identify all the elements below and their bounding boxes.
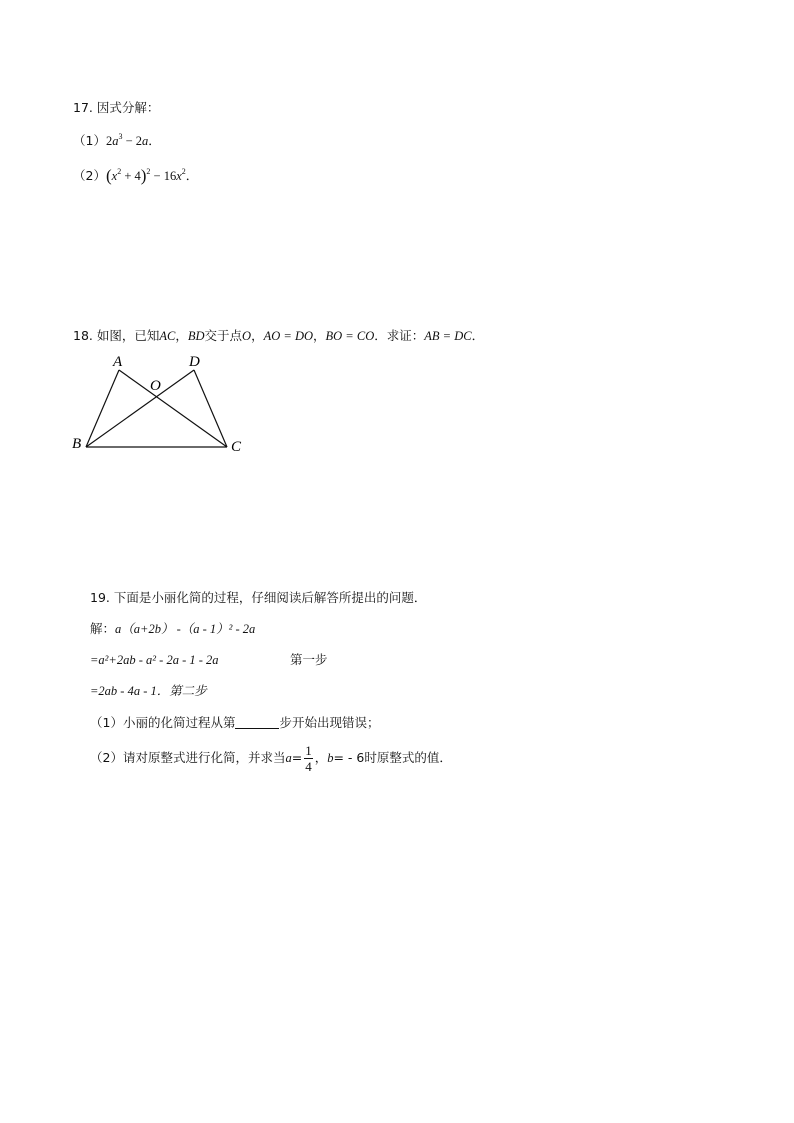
q19-part1-after: 步开始出现错误； [279, 715, 380, 730]
q18-o: O [242, 329, 252, 343]
segment-ab [86, 370, 119, 447]
q19-step1 [90, 652, 219, 668]
point-a-label: A [113, 354, 123, 370]
q17-part2-minus: − 16 [150, 169, 177, 183]
q19-part2-b: b [327, 751, 334, 765]
q17-part2-rparen: ) [140, 166, 147, 185]
q17-part2-var2: x [176, 169, 182, 183]
q19-part2-a: a [285, 751, 292, 765]
q17-part2-exp2: 2 [181, 167, 186, 176]
point-d-label: D [189, 354, 200, 370]
point-o-label: O [150, 378, 161, 394]
q19-sol-expr: a（a+2b） -（a - 1）² - 2a [115, 622, 256, 636]
q18-mid2: ．求证： [374, 328, 425, 343]
q17-part1 [73, 133, 161, 149]
q19-part2-beq: = - 6 [333, 750, 365, 765]
q18-cond1: AO = DO [263, 329, 313, 343]
answer-blank[interactable] [235, 716, 279, 729]
q19-part2-before: （2）请对原整式进行化简，并求当 [90, 750, 286, 765]
q19-part1 [90, 715, 379, 731]
q19-step2-expr: =2ab - 4a - 1．第二步 [90, 684, 207, 698]
q17-part2-lparen: ( [105, 166, 112, 185]
q19-part2 [90, 742, 452, 774]
q18-sep1: ， [175, 328, 188, 343]
q18-sep2: ， [251, 328, 264, 343]
q18-cond2: BO = CO [325, 329, 375, 343]
q19-part2-after: 时原整式的值． [364, 750, 452, 765]
point-c-label: C [231, 439, 242, 455]
q18-statement [73, 328, 484, 344]
q18-sep3: ， [313, 328, 326, 343]
q18-ac: AC [159, 329, 176, 343]
q18-prefix: 18. 如图，已知 [73, 328, 160, 343]
q19-solution [90, 621, 255, 637]
q18-figure-lines [86, 370, 227, 447]
q18-goal: AB = DC [424, 329, 472, 343]
q17-part2-plus: + 4 [121, 169, 141, 183]
q18-end: ． [471, 328, 485, 343]
q17-part1-exp: 3 [118, 132, 123, 141]
q17-part2-outer-exp: 2 [146, 167, 151, 176]
q17-part1-var: a [112, 134, 119, 148]
q18-mid1: 交于点 [204, 328, 243, 343]
q19-part2-eq: = [291, 750, 303, 765]
q17-part1-label: （1） [73, 133, 106, 148]
point-b-label: B [72, 436, 82, 452]
q17-title: 17. 因式分解： [73, 100, 160, 115]
q17-part2 [73, 168, 198, 184]
q17-part1-end: ． [148, 133, 161, 148]
q19-title: 19. 下面是小丽化简的过程，仔细阅读后解答所提出的问题． [90, 590, 427, 605]
q19-fraction-num: 1 [305, 743, 312, 758]
q19-fraction [304, 743, 313, 774]
q19-part1-before: （1）小丽的化简过程从第 [90, 715, 236, 730]
q17-part1-coef: 2 [105, 134, 113, 148]
q17-part2-label: （2） [73, 168, 106, 183]
q19-step2 [90, 683, 207, 699]
q19-part2-mid: ， [314, 750, 328, 765]
q17-part1-op: − 2 [122, 134, 143, 148]
segment-bd [86, 370, 194, 447]
q19-sol-label: 解： [90, 621, 116, 636]
q19-fraction-den: 4 [305, 759, 312, 774]
q17-part1-var2: a [142, 134, 149, 148]
segment-dc [194, 370, 227, 447]
q19-step1-label: 第一步 [290, 652, 328, 667]
q17-part2-var: x [111, 169, 118, 183]
q19-step1-expr: =a²+2ab - a² - 2a - 1 - 2a [90, 653, 219, 667]
q17-part2-end: ． [185, 168, 199, 183]
q18-bd: BD [187, 329, 205, 343]
q17-part2-exp: 2 [117, 167, 122, 176]
segment-ac [119, 370, 227, 447]
